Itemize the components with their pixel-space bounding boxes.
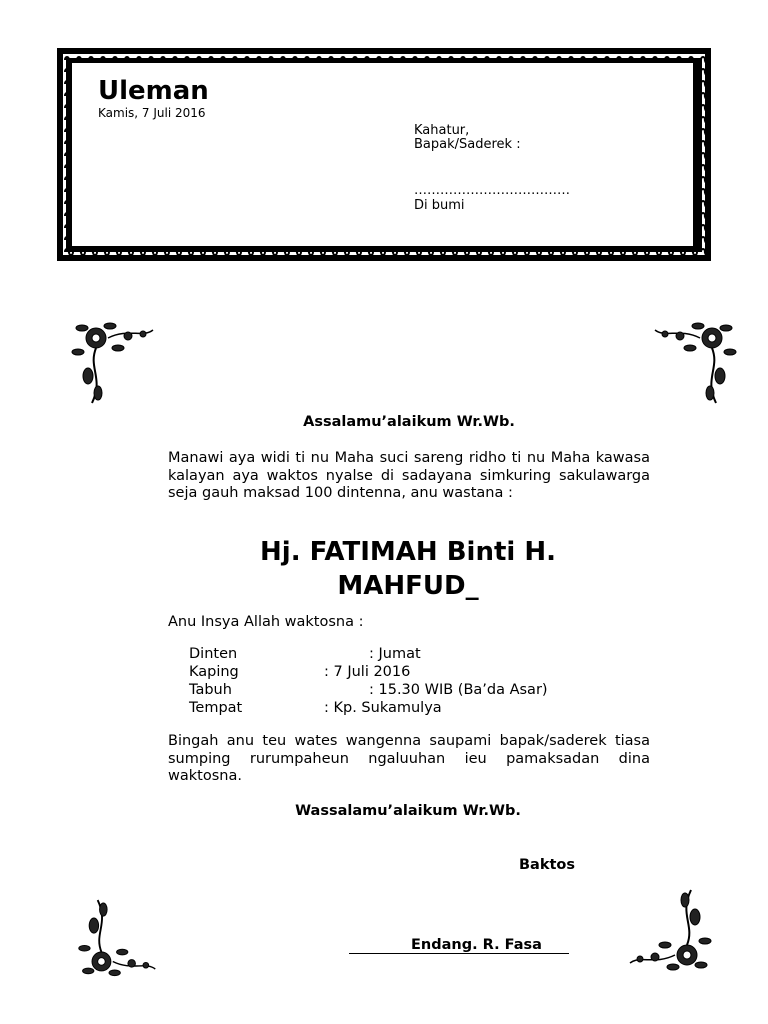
floral-corner-icon (75, 878, 160, 993)
intro-paragraph: Manawi aya widi ti nu Maha suci sareng ridho ti nu Maha kawasa kalayan aya waktos nyalse di sadayana simkuring sakulawarga seja gauh maksad 100 dintenna, anu wastana : (168, 450, 650, 501)
detail-label-kaping: Kaping (189, 664, 239, 680)
baktos-label: Baktos (519, 857, 576, 873)
detail-label-tabuh: Tabuh (189, 682, 232, 698)
detail-value-dinten: : Jumat (369, 646, 421, 662)
detail-label-dinten: Dinten (189, 646, 238, 662)
detail-value-tempat: : Kp. Sukamulya (324, 700, 442, 716)
floral-corner-icon (650, 308, 740, 423)
place-label: Di bumi (414, 198, 465, 213)
page-title: Uleman (98, 76, 209, 106)
deceased-name (150, 535, 666, 603)
outro-paragraph: Bingah anu teu wates wangenna saupami bapak/saderek tiasa sumping rurumpaheun ngaluuhan ieu pamaksadan dina waktosna. (168, 733, 650, 784)
opening-greeting: Assalamu’alaikum Wr.Wb. (303, 414, 515, 430)
detail-label-tempat: Tempat (189, 700, 243, 716)
signature-name: Endang. R. Fasa (411, 937, 542, 953)
floral-corner-icon (625, 870, 715, 985)
invitation-date: Kamis, 7 Juli 2016 (98, 106, 206, 120)
name-line-2: MAHFUD_ (337, 571, 479, 601)
name-line-1: Hj. FATIMAH Binti H. (260, 537, 556, 567)
signature-line (349, 953, 569, 954)
recipient-blank: ……………………………… (414, 183, 570, 198)
kahatur-label: Kahatur, (414, 123, 470, 138)
closing-greeting: Wassalamu’alaikum Wr.Wb. (295, 803, 521, 819)
floral-corner-icon (68, 308, 158, 423)
detail-value-kaping: : 7 Juli 2016 (324, 664, 411, 680)
time-intro: Anu Insya Allah waktosna : (168, 614, 364, 630)
recipient-label: Bapak/Saderek : (414, 137, 521, 152)
detail-value-tabuh: : 15.30 WIB (Ba’da Asar) (369, 682, 548, 698)
